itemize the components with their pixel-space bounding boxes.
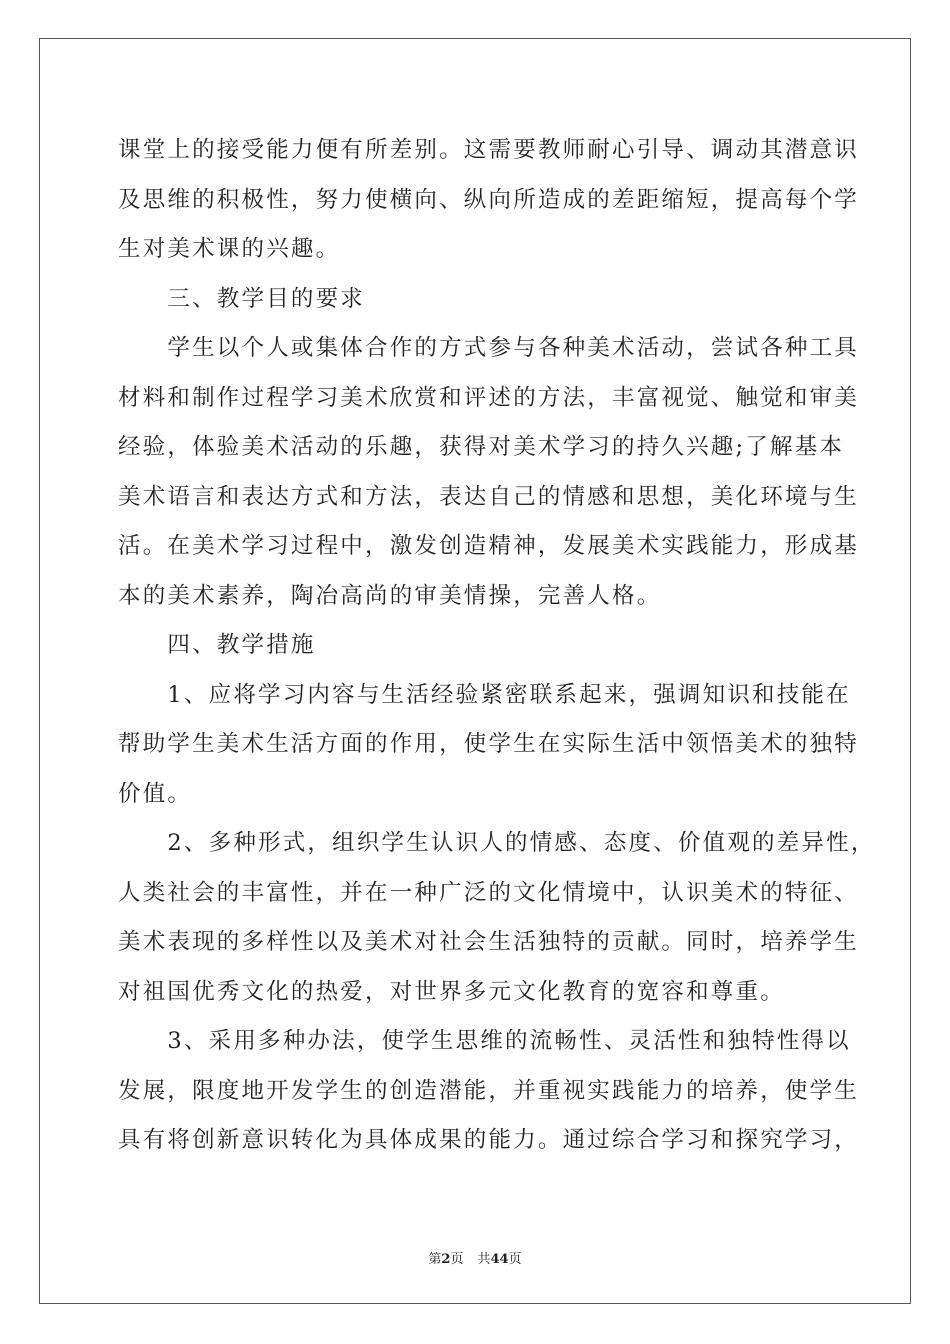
text-line: 美术表现的多样性以及美术对社会生活独特的贡献。同时，培养学生 — [118, 929, 860, 955]
total-prefix: 共 — [477, 1252, 491, 1267]
text-line: 材料和制作过程学习美术欣赏和评述的方法，丰富视觉、触觉和审美 — [118, 384, 860, 411]
text-line: 具有将创新意识转化为具体成果的能力。通过综合学习和探究学习， — [118, 1127, 860, 1153]
page-suffix: 页 — [450, 1252, 464, 1267]
text-line: 课堂上的接受能力便有所差别。这需要教师耐心引导、调动其潜意识 — [118, 137, 860, 163]
text-line: 3、采用多种办法，使学生思维的流畅性、灵活性和独特性得以 — [118, 1028, 851, 1054]
text-line: 2、多种形式，组织学生认识人的情感、态度、价值观的差异性， — [118, 830, 876, 856]
page-number: 2 — [441, 1252, 451, 1267]
text-line: 经验，体验美术活动的乐趣，获得对美术学习的持久兴趣;了解基本 — [118, 434, 845, 460]
text-line: 生对美术课的兴趣。 — [118, 236, 341, 262]
text-line: 价值。 — [118, 780, 193, 807]
text-line: 人类社会的丰富性，并在一种广泛的文化情境中，认识美术的特征、 — [118, 879, 860, 906]
total-suffix: 页 — [508, 1252, 522, 1267]
text-line: 学生以个人或集体合作的方式参与各种美术活动，尝试各种工具 — [118, 335, 860, 361]
text-line: 及思维的积极性，努力使横向、纵向所造成的差距缩短，提高每个学 — [118, 186, 860, 213]
text-line: 美术语言和表达方式和方法，表达自己的情感和思想，美化环境与生 — [118, 483, 860, 510]
text-line: 本的美术素养，陶冶高尚的审美情操，完善人格。 — [118, 582, 662, 609]
total-pages: 44 — [490, 1252, 509, 1267]
text-line: 帮助学生美术生活方面的作用，使学生在实际生活中领悟美术的独特 — [118, 731, 860, 757]
page-footer — [0, 1248, 950, 1267]
text-line: 发展，限度地开发学生的创造潜能，并重视实践能力的培养，使学生 — [118, 1077, 860, 1104]
section-heading: 四、教学措施 — [118, 632, 316, 658]
text-line: 对祖国优秀文化的热爱，对世界多元文化教育的宽容和尊重。 — [118, 978, 785, 1005]
text-line: 1、应将学习内容与生活经验紧密联系起来，强调知识和技能在 — [118, 681, 851, 708]
page-prefix: 第 — [428, 1252, 442, 1267]
text-line: 活。在美术学习过程中，激发创造精神，发展美术实践能力，形成基 — [118, 533, 860, 559]
section-heading: 三、教学目的要求 — [118, 285, 366, 312]
document-body — [118, 126, 876, 1166]
